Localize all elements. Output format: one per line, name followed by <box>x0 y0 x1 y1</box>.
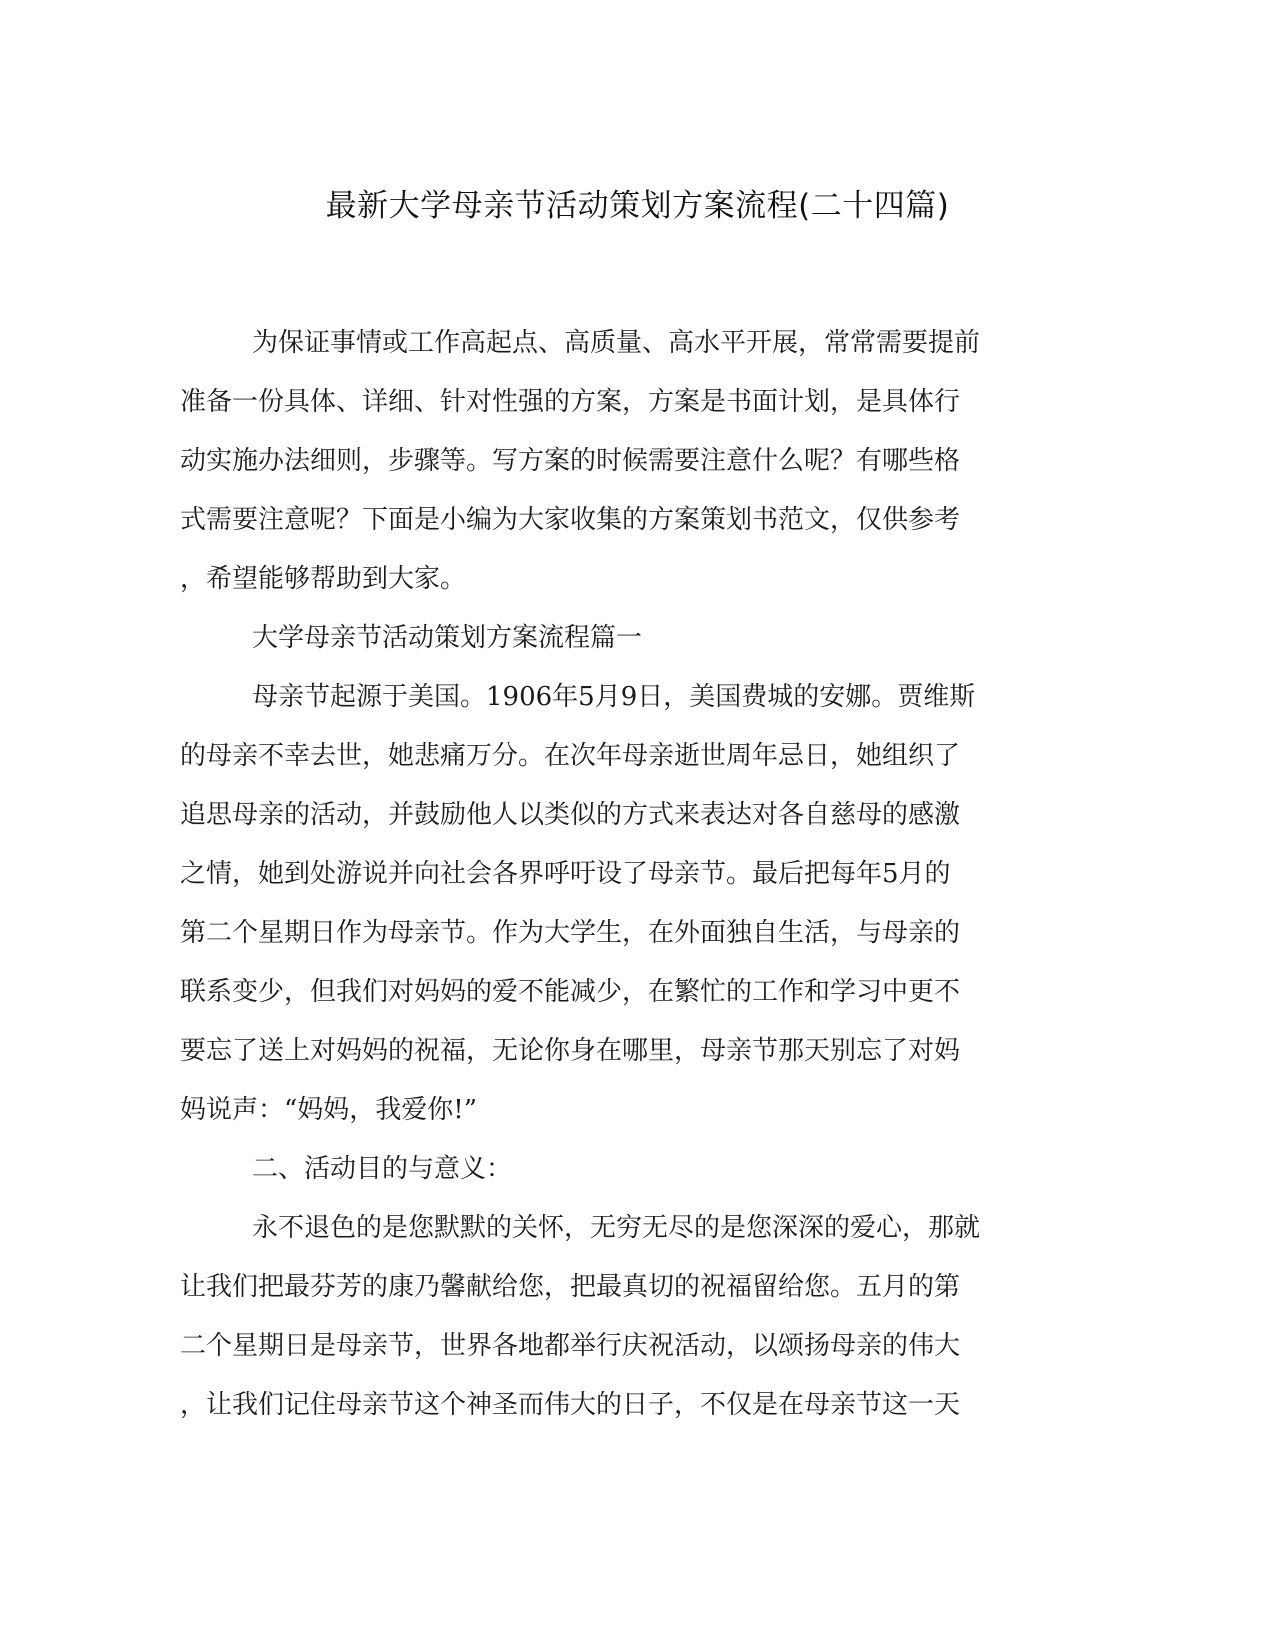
body-line <box>0 853 1275 897</box>
body-line-text: 要忘了送上对妈妈的祝福，无论你身在哪里，母亲节那天别忘了对妈 <box>180 1036 961 1066</box>
body-line <box>0 1266 1275 1310</box>
body-line-text: 妈说声：“妈妈，我爱你!” <box>180 1095 478 1125</box>
body-line-text: 联系变少，但我们对妈妈的爱不能减少，在繁忙的工作和学习中更不 <box>180 977 961 1007</box>
section-heading <box>0 617 1275 661</box>
body-line <box>0 1207 1275 1251</box>
section-heading-text: 二、活动目的与意义： <box>252 1154 513 1184</box>
body-line-text: 母亲节起源于美国。1906年5月9日，美国费城的安娜。贾维斯 <box>252 682 976 712</box>
body-line-text: 二个星期日是母亲节，世界各地都举行庆祝活动，以颂扬母亲的伟大 <box>180 1331 961 1361</box>
body-line <box>0 1384 1275 1428</box>
body-line-text: 之情，她到处游说并向社会各界呼吁设了母亲节。最后把每年5月的 <box>180 859 951 889</box>
body-line <box>0 499 1275 543</box>
body-line-text: 式需要注意呢？下面是小编为大家收集的方案策划书范文，仅供参考 <box>180 505 961 535</box>
body-line-text: 永不退色的是您默默的关怀，无穷无尽的是您深深的爱心，那就 <box>252 1213 981 1243</box>
body-line <box>0 440 1275 484</box>
body-line-text: 让我们把最芬芳的康乃馨献给您，把最真切的祝福留给您。五月的第 <box>180 1272 961 1302</box>
body-line-text: ，希望能够帮助到大家。 <box>180 564 467 594</box>
body-line-text: 动实施办法细则，步骤等。写方案的时候需要注意什么呢？有哪些格 <box>180 446 961 476</box>
body-line <box>0 794 1275 838</box>
body-line <box>0 322 1275 366</box>
body-line <box>0 1089 1275 1133</box>
body-line-text: 追思母亲的活动，并鼓励他人以类似的方式来表达对各自慈母的感激 <box>180 800 961 830</box>
body-line-text: 为保证事情或工作高起点、高质量、高水平开展，常常需要提前 <box>252 328 981 358</box>
body-line-text: 第二个星期日作为母亲节。作为大学生，在外面独自生活，与母亲的 <box>180 918 961 948</box>
body-line <box>0 381 1275 425</box>
body-line <box>0 1325 1275 1369</box>
body-line <box>0 735 1275 779</box>
body-line-text: ，让我们记住母亲节这个神圣而伟大的日子，不仅是在母亲节这一天 <box>180 1390 961 1420</box>
body-line-text: 的母亲不幸去世，她悲痛万分。在次年母亲逝世周年忌日，她组织了 <box>180 741 961 771</box>
section-heading <box>0 1148 1275 1192</box>
body-line <box>0 912 1275 956</box>
document-title: 最新大学母亲节活动策划方案流程(二十四篇) <box>325 188 950 224</box>
body-line-text: 准备一份具体、详细、针对性强的方案，方案是书面计划，是具体行 <box>180 387 961 417</box>
body-line <box>0 558 1275 602</box>
body-line <box>0 676 1275 720</box>
section-heading-text: 大学母亲节活动策划方案流程篇一 <box>252 623 643 653</box>
body-line <box>0 1030 1275 1074</box>
body-line <box>0 971 1275 1015</box>
